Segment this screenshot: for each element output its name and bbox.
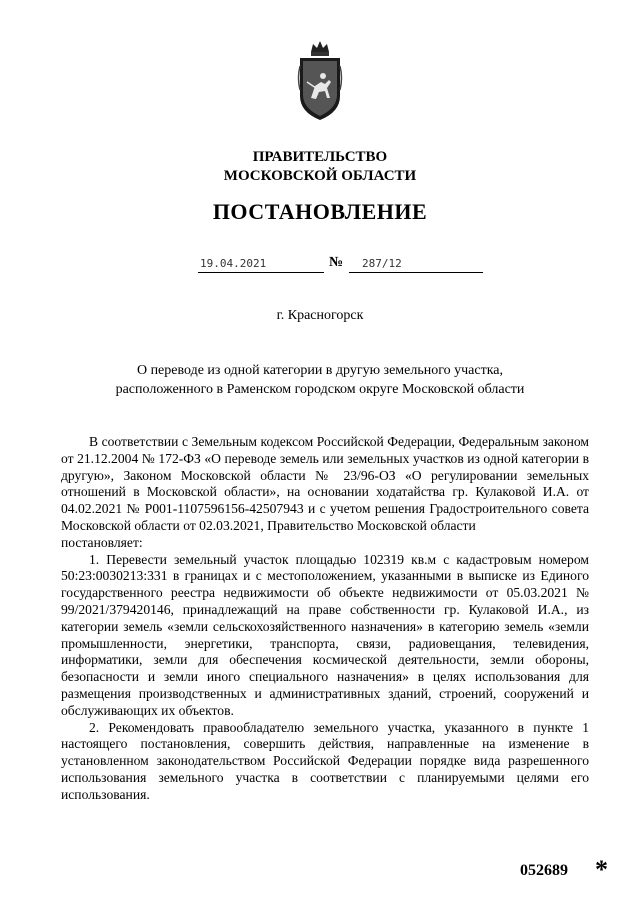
city: г. Красногорск (276, 308, 364, 323)
gov-line-2: МОСКОВСКОЙ ОБЛАСТИ (223, 168, 417, 184)
subject-line-2: расположенного в Раменском городском округе Московской области (115, 382, 525, 397)
number-underline (349, 272, 483, 273)
resolves: постановляет: (61, 534, 143, 550)
document-title: ПОСТАНОВЛЕНИЕ (212, 199, 428, 224)
serial-number: 052689 (520, 862, 568, 879)
star-mark: * (595, 855, 608, 884)
subject (0, 361, 640, 399)
date-number-line (0, 255, 640, 275)
gov-line-1: ПРАВИТЕЛЬСТВО (252, 149, 388, 165)
document-date: 19.04.2021 (200, 257, 267, 270)
coat-of-arms-icon (297, 38, 343, 124)
item-1: 1. Перевести земельный участок площадью 102319 кв.м с кадастровым номером 50:23:0030213:331 в границах и с местоположением, указанными в выписке из Единого государственного реестра недвижимости об объекте недвижимости от 05.03.2021 № 99/2021/379420146, принадлежащий на праве собственности гр. Кулаковой И.А., из категории земель «земли сельскохозяйственного назначения» в категорию земель «земли промышленности, энергетики, транспорта, связи, радиовещания, телевидения, информатики, земли для обеспечения космической деятельности, земли обороны, безопасности и земли иного специального назначения» в целях использования для размещения производственных и административных зданий, строений, сооружений и обслуживающих их объектов. (61, 551, 589, 718)
item-2: 2. Рекомендовать правообладателю земельного участка, указанного в пункте 1 настоящего постановления, совершить действия, направленные на изменение в установленном законодательством Российской Федерации порядке вида разрешенного использования земельного участка в соответствии с планируемыми целями его использования. (61, 719, 589, 802)
preamble: В соответствии с Земельным кодексом Российской Федерации, Федеральным законом от 21.12.2004 № 172-ФЗ «О переводе земель или земельных участков из одной категории в другую», Законом Московской области № 23/96-ОЗ «О регулировании земельных отношений в Московской области», на основании ходатайства гр. Кулаковой И.А. от 04.02.2021 № Р001-1107596156-42507943 и с учетом решения Градостроительного совета Московской области от 02.03.2021, Правительство Московской области (61, 434, 589, 533)
document-body (61, 434, 589, 804)
government-name (0, 148, 640, 186)
document-number: 287/12 (362, 257, 402, 270)
date-underline (198, 272, 324, 273)
number-sign: № (329, 255, 344, 270)
subject-line-1: О переводе из одной категории в другую земельного участка, (136, 363, 504, 378)
